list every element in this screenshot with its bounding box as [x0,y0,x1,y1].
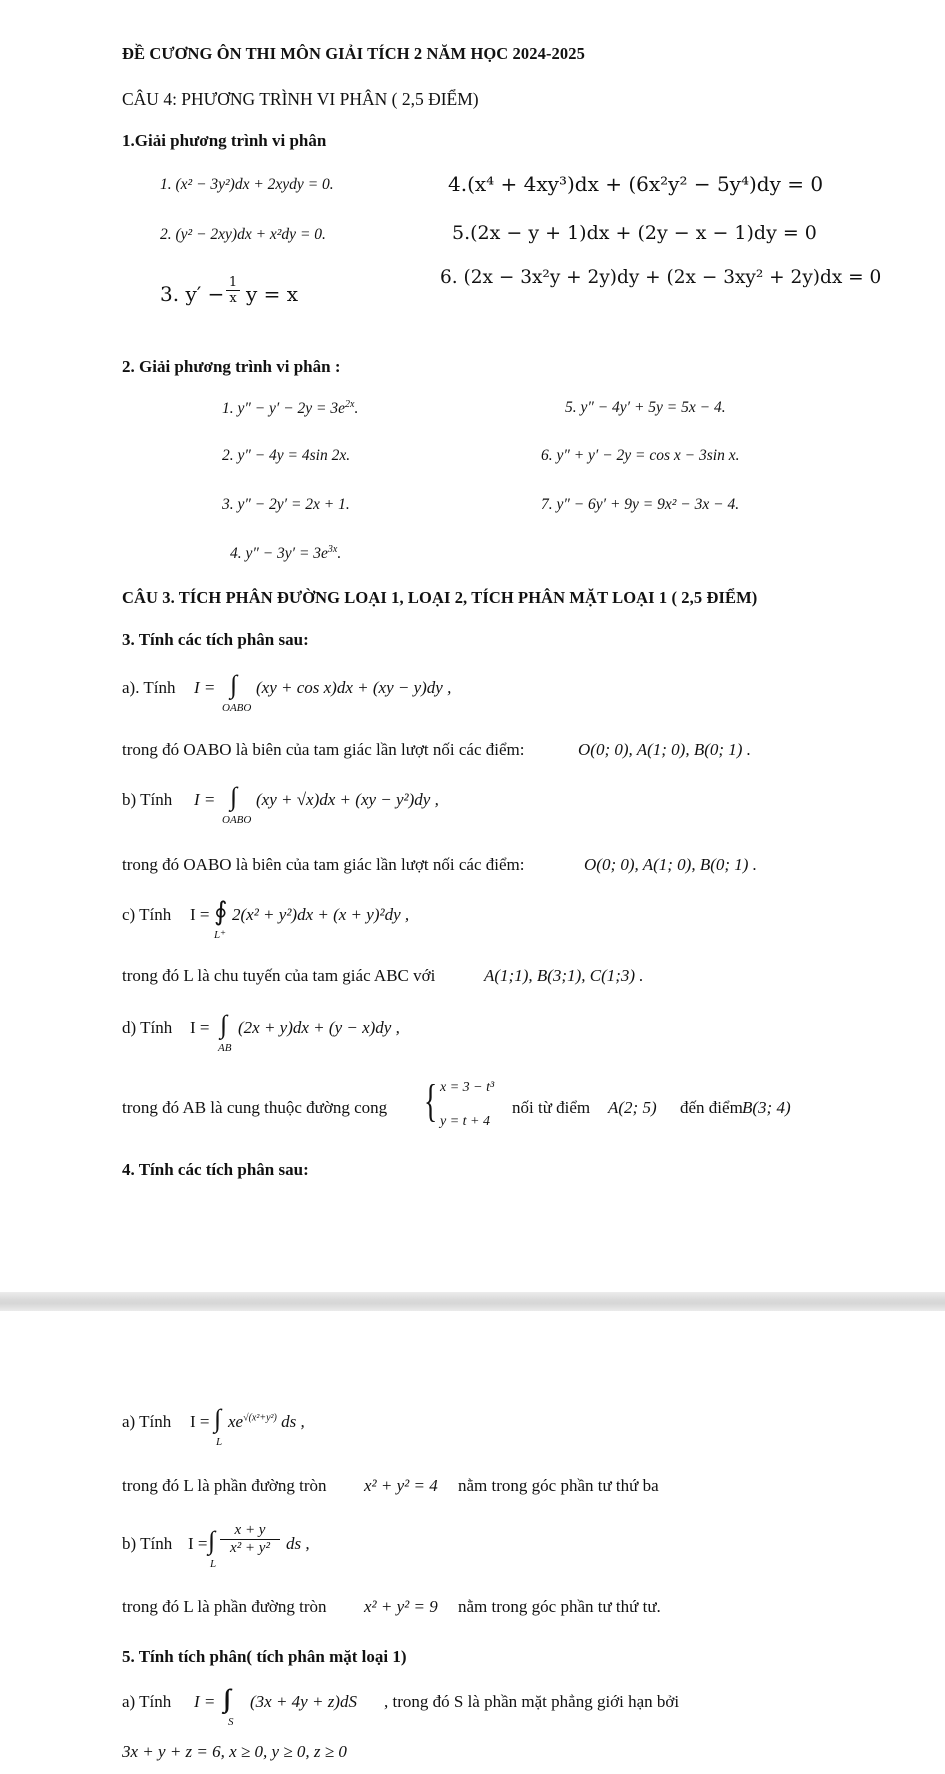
q3a-description: trong đó OABO là biên của tam giác lần lượt nối các điểm: [122,740,525,759]
q3b-integrand: (xy + √x)dx + (xy − y²)dy , [256,790,439,809]
ode1-item-3 [160,282,224,306]
integral-sign: ∫ [220,1010,228,1039]
ode2-item-4-text: 4. y″ − 3y′ = 3e [230,545,328,563]
ode1-item-6: 6. (2x − 3x²y + 2y)dy + (2x − 3xy² + 2y)dx = 0 [440,267,882,288]
q5a-tail: , trong đó S là phần mặt phẳng giới hạn bởi [384,1692,680,1711]
ode1-item-2: 2. (y² − 2xy)dx + x²dy = 0. [160,226,326,243]
q4b-tail: nằm trong góc phần tư thứ tư. [458,1597,661,1616]
q4b-ds: ds , [286,1534,310,1553]
ode2-item-4-dot: . [337,545,342,563]
q3c-points: A(1;1), B(3;1), C(1;3) . [484,966,644,985]
sec2-heading: 2. Giải phương trình vi phân : [122,357,341,376]
fraction-denominator: x [229,291,237,306]
q3d-system-line-2: y = t + 4 [440,1114,490,1129]
system-brace: { [424,1075,438,1126]
ode2-item-2: 2. y″ − 4y = 4sin 2x. [222,447,351,464]
ode2-item-5: 5. y″ − 4y′ + 5y = 5x − 4. [565,399,726,416]
q3d-point-b: B(3; 4) [742,1098,791,1117]
ode1-item-3-lhs: 3. y′ − [160,282,225,306]
q3a-lhs: I = [194,678,216,697]
ode1-item-5: 5.(2x − y + 1)dx + (2y − x − 1)dy = 0 [452,222,817,244]
q3a-subscript: OABO [222,702,252,714]
q3a-integrand: (xy + cos x)dx + (xy − y)dy , [256,678,452,697]
ode2-item-7: 7. y″ − 6y′ + 9y = 9x² − 3x − 4. [541,496,740,513]
ode2-item-4-exponent: 3x [327,544,338,555]
q3b-lhs: I = [194,790,216,809]
q3b-label: b) Tính [122,790,173,809]
ode2-item-6: 6. y″ + y′ − 2y = cos x − 3sin x. [541,447,740,464]
q4b-lhs: I = [188,1534,208,1553]
q4b-fraction [220,1522,280,1557]
q4a-subscript: L [216,1436,223,1448]
q3b-description: trong đó OABO là biên của tam giác lần lượt nối các điểm: [122,855,525,874]
q4a-integrand [228,1412,305,1432]
integral-sign: ∫ [230,670,238,699]
q3d-subscript: AB [218,1042,232,1054]
q3d-description: trong đó AB là cung thuộc đường cong [122,1098,388,1117]
q3c-integrand: 2(x² + y²)dx + (x + y)²dy , [232,905,410,924]
sec5-heading: 5. Tính tích phân( tích phân mặt loại 1) [122,1647,407,1666]
page-divider [0,1292,945,1311]
ode2-item-3: 3. y″ − 2y′ = 2x + 1. [222,496,350,513]
q3d-integrand: (2x + y)dx + (y − x)dy , [238,1018,400,1037]
ode2-item-1-text: 1. y″ − y′ − 2y = 3e [222,400,345,418]
sec4-heading: 4. Tính các tích phân sau: [122,1160,309,1179]
integral-sign: ∫ [214,1404,222,1433]
integral-sign: ∫ [230,782,238,811]
q3c-lhs: I = [190,905,210,924]
q3d-point-a: A(2; 5) [608,1098,657,1117]
ode2-item-4 [230,544,341,563]
q4a-label: a) Tính [122,1412,172,1431]
q4a-lhs: I = [190,1412,210,1431]
q3b-subscript: OABO [222,814,252,826]
q3d-system-line-1: x = 3 − t³ [440,1080,495,1095]
q5a-conditions: 3x + y + z = 6, x ≥ 0, y ≥ 0, z ≥ 0 [122,1742,347,1761]
q3c-description: trong đó L là chu tuyến của tam giác ABC với [122,966,436,985]
ode1-item-1: 1. (x² − 3y²)dx + 2xydy = 0. [160,176,334,193]
q5a-lhs: I = [194,1692,216,1711]
ode2-item-1-exponent: 2x [345,399,355,410]
q4a-description: trong đó L là phần đường tròn [122,1476,327,1495]
q4a-exponent: √(x²+y²) [243,1412,277,1424]
q3d-label: d) Tính [122,1018,173,1037]
fraction-numerator: 1 [228,275,238,290]
q4a-base: xe [228,1412,244,1431]
q3a-points: O(0; 0), A(1; 0), B(0; 1) . [578,740,751,759]
cau3-heading: CÂU 3. TÍCH PHÂN ĐƯỜNG LOẠI 1, LOẠI 2, TÍCH PHÂN MẶT LOẠI 1 ( 2,5 ĐIỂM) [122,588,758,607]
q3d-lhs: I = [190,1018,210,1037]
ode1-item-3-rhs: y = x [246,282,299,306]
q3b-points: O(0; 0), A(1; 0), B(0; 1) . [584,855,757,874]
q4a-ds: ds , [281,1412,305,1431]
ode1-item-4: 4.(x⁴ + 4xy³)dx + (6x²y² − 5y⁴)dy = 0 [448,172,824,196]
fraction-numerator: x + y [234,1522,266,1538]
q5a-integrand: (3x + 4y + z)dS [250,1692,357,1711]
q4b-label: b) Tính [122,1534,173,1553]
q4b-equation: x² + y² = 9 [364,1597,438,1616]
q4b-subscript: L [210,1558,217,1570]
q3a-label: a). Tính [122,678,176,697]
contour-integral-sign: ∮ [214,897,228,926]
page-title: ĐỀ CƯƠNG ÔN THI MÔN GIẢI TÍCH 2 NĂM HỌC 2024-2025 [122,44,585,63]
sec1-heading: 1.Giải phương trình vi phân [122,131,327,150]
cau4-heading: CÂU 4: PHƯƠNG TRÌNH VI PHÂN ( 2,5 ĐIỂM) [122,89,479,109]
ode2-item-1 [222,399,358,418]
q4b-description: trong đó L là phần đường tròn [122,1597,327,1616]
ode1-item-3-fraction [226,275,240,306]
q5a-label: a) Tính [122,1692,172,1711]
q3c-label: c) Tính [122,905,172,924]
integral-sign: ∫ [208,1526,216,1555]
q3c-subscript: L⁺ [214,929,226,941]
q3d-connector: nối từ điểm [512,1098,591,1117]
q3d-to: đến điểm [680,1098,743,1117]
fraction-denominator: x² + y² [230,1540,270,1556]
ode2-item-1-dot: . [354,400,359,418]
q4a-tail: nằm trong góc phần tư thứ ba [458,1476,659,1495]
q4a-equation: x² + y² = 4 [364,1476,438,1495]
q5a-subscript: S [228,1716,234,1728]
cau3-subheading: 3. Tính các tích phân sau: [122,630,309,649]
